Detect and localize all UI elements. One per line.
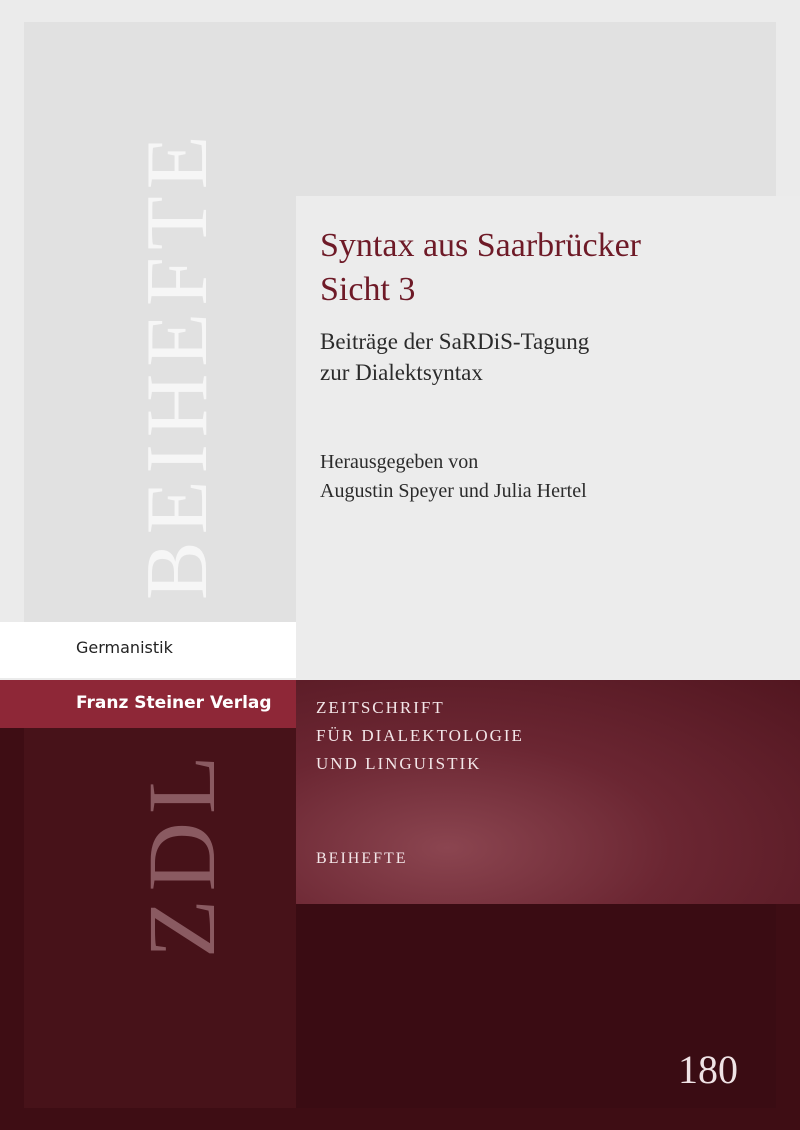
volume-number: 180 xyxy=(678,1047,738,1092)
book-title xyxy=(320,224,641,312)
series-abbreviation: ZDL xyxy=(128,747,235,958)
subject-label: Germanistik xyxy=(76,638,173,657)
subject-band xyxy=(0,622,296,678)
journal-supplement: BEIHEFTE xyxy=(316,850,408,867)
book-title-line2: Sicht 3 xyxy=(320,271,416,308)
book-subtitle xyxy=(320,326,589,388)
series-vertical-word: BEIHEFTE xyxy=(129,128,226,600)
editors-intro: Herausgegeben von xyxy=(320,451,479,473)
journal-panel xyxy=(296,680,800,904)
book-subtitle-line2: zur Dialektsyntax xyxy=(320,360,483,385)
book-subtitle-line1: Beiträge der SaRDiS-Tagung xyxy=(320,329,590,354)
publisher-band xyxy=(0,680,296,728)
journal-title xyxy=(316,694,524,778)
title-panel xyxy=(296,196,800,680)
editors-names: Augustin Speyer und Julia Hertel xyxy=(320,480,587,502)
journal-title-line2: FÜR DIALEKTOLOGIE xyxy=(316,726,524,745)
book-title-line1: Syntax aus Saarbrücker xyxy=(320,227,642,264)
publisher-name: Franz Steiner Verlag xyxy=(76,693,272,713)
book-editors xyxy=(320,448,587,506)
journal-title-line3: UND LINGUISTIK xyxy=(316,754,482,773)
journal-title-line1: ZEITSCHRIFT xyxy=(316,698,445,717)
